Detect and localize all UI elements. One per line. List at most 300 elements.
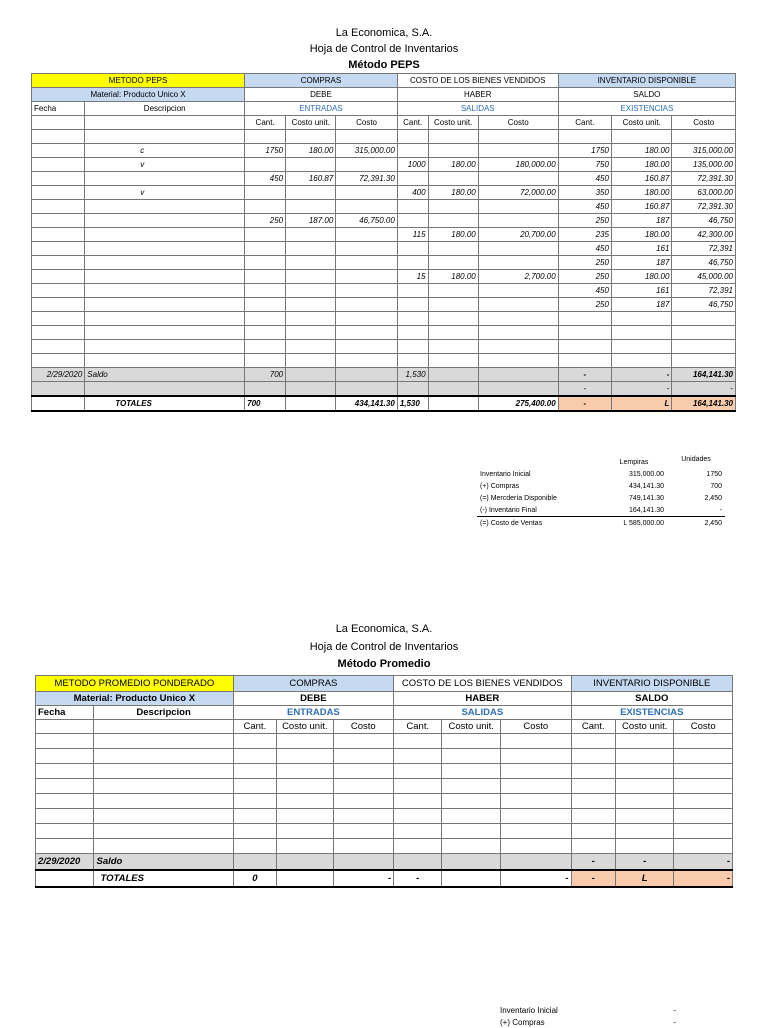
table-row bbox=[32, 326, 736, 340]
value-cell bbox=[428, 340, 478, 354]
value-cell bbox=[286, 340, 336, 354]
value-cell bbox=[397, 214, 428, 228]
summary-value: - bbox=[673, 1017, 676, 1027]
col-header: Costo unit. bbox=[611, 116, 671, 130]
summary-row bbox=[477, 492, 725, 504]
value-cell bbox=[286, 228, 336, 242]
description-cell bbox=[85, 172, 245, 186]
value-cell bbox=[428, 172, 478, 186]
value-cell bbox=[286, 186, 336, 200]
summary-value: 1750 bbox=[706, 470, 722, 478]
value-cell: 72,391 bbox=[672, 284, 736, 298]
summary-row bbox=[497, 1016, 679, 1028]
description-cell: c bbox=[85, 144, 245, 158]
value-cell: 750 bbox=[558, 158, 611, 172]
empty-cell bbox=[442, 764, 500, 779]
value-cell bbox=[336, 242, 398, 256]
col-header: Costo unit. bbox=[442, 720, 500, 734]
value-cell bbox=[397, 284, 428, 298]
totales-cell-2: - bbox=[500, 870, 571, 887]
empty-cell bbox=[277, 839, 333, 854]
value-cell bbox=[336, 312, 398, 326]
inventario-disponible-header-2: INVENTARIO DISPONIBLE bbox=[571, 676, 732, 692]
value-cell: 180.00 bbox=[428, 186, 478, 200]
empty-cell bbox=[36, 779, 94, 794]
empty-cell bbox=[571, 764, 615, 779]
empty-cell bbox=[233, 824, 276, 839]
summary-value: 749,141.30 bbox=[628, 494, 664, 502]
empty-cell bbox=[94, 779, 233, 794]
empty-cell bbox=[674, 764, 733, 779]
peps-summary bbox=[477, 456, 725, 529]
table-row bbox=[36, 809, 733, 824]
totales-label: TOTALES bbox=[85, 396, 245, 411]
saldo-row bbox=[32, 368, 736, 382]
empty-cell bbox=[442, 749, 500, 764]
date-cell bbox=[32, 340, 85, 354]
description-cell bbox=[85, 284, 245, 298]
empty-cell bbox=[277, 794, 333, 809]
saldo-cell bbox=[428, 368, 478, 382]
debe-header: DEBE bbox=[245, 88, 398, 102]
col-header: Cant. bbox=[571, 720, 615, 734]
saldo-cell: 164,141.30 bbox=[672, 368, 736, 382]
value-cell bbox=[245, 186, 286, 200]
description-cell bbox=[85, 312, 245, 326]
value-cell: 450 bbox=[558, 242, 611, 256]
empty-cell bbox=[36, 749, 94, 764]
summary-row bbox=[497, 1004, 679, 1016]
material-label: Material: Producto Unico X bbox=[32, 88, 245, 102]
value-cell: 180.00 bbox=[428, 270, 478, 284]
summary-label: Inventario Inicial bbox=[480, 470, 531, 478]
col-header: Costo unit. bbox=[286, 116, 336, 130]
value-cell: 63,000.00 bbox=[672, 186, 736, 200]
table-row bbox=[36, 764, 733, 779]
value-cell: 42,300.00 bbox=[672, 228, 736, 242]
empty-cell bbox=[94, 839, 233, 854]
summary-label: (=) Costo de Ventas bbox=[477, 517, 601, 530]
value-cell bbox=[245, 340, 286, 354]
table-row bbox=[36, 794, 733, 809]
totales-row-2 bbox=[36, 870, 733, 887]
empty-cell bbox=[571, 749, 615, 764]
empty-cell bbox=[233, 794, 276, 809]
value-cell bbox=[428, 354, 478, 368]
col-header: Cant. bbox=[245, 116, 286, 130]
value-cell bbox=[428, 130, 478, 144]
empty-cell bbox=[571, 794, 615, 809]
empty-cell bbox=[233, 749, 276, 764]
summary-label: (-) Inventario Final bbox=[480, 506, 537, 514]
value-cell: 450 bbox=[558, 200, 611, 214]
value-cell bbox=[611, 312, 671, 326]
value-cell: 160.87 bbox=[611, 172, 671, 186]
value-cell bbox=[245, 200, 286, 214]
empty-cell bbox=[36, 734, 94, 749]
date-cell bbox=[32, 242, 85, 256]
fecha-header: Fecha bbox=[32, 102, 85, 116]
empty-cell bbox=[442, 779, 500, 794]
value-cell bbox=[245, 354, 286, 368]
value-cell bbox=[611, 130, 671, 144]
table-row bbox=[32, 186, 736, 200]
value-cell bbox=[478, 340, 558, 354]
date-cell bbox=[32, 256, 85, 270]
value-cell: 450 bbox=[558, 284, 611, 298]
promedio-inventory-table bbox=[35, 675, 733, 888]
description-cell bbox=[85, 242, 245, 256]
col-header: Costo unit. bbox=[428, 116, 478, 130]
empty-cell bbox=[36, 809, 94, 824]
table-row bbox=[32, 256, 736, 270]
description-cell: v bbox=[85, 158, 245, 172]
value-cell bbox=[397, 172, 428, 186]
table-row bbox=[32, 354, 736, 368]
date-cell bbox=[32, 214, 85, 228]
empty-cell bbox=[571, 824, 615, 839]
date-cell bbox=[32, 298, 85, 312]
table-row bbox=[32, 228, 736, 242]
value-cell bbox=[336, 284, 398, 298]
empty-cell bbox=[674, 779, 733, 794]
value-cell: 350 bbox=[558, 186, 611, 200]
summary-value: 700 bbox=[710, 482, 722, 490]
value-cell bbox=[672, 340, 736, 354]
value-cell bbox=[336, 340, 398, 354]
summary-value: 434,141.30 bbox=[628, 482, 664, 490]
value-cell bbox=[428, 312, 478, 326]
value-cell bbox=[286, 158, 336, 172]
empty-cell bbox=[394, 749, 442, 764]
dash-cell: - bbox=[558, 382, 611, 397]
empty-cell bbox=[674, 809, 733, 824]
description-cell bbox=[85, 256, 245, 270]
empty-cell bbox=[233, 764, 276, 779]
saldo-cell bbox=[336, 368, 398, 382]
salidas-header: SALIDAS bbox=[397, 102, 558, 116]
empty-cell bbox=[674, 839, 733, 854]
value-cell bbox=[672, 312, 736, 326]
saldo-label-2: Saldo bbox=[94, 854, 233, 871]
saldo-header: SALDO bbox=[558, 88, 735, 102]
empty-cell bbox=[277, 779, 333, 794]
table-row bbox=[32, 130, 736, 144]
value-cell bbox=[611, 326, 671, 340]
empty-cell bbox=[615, 794, 673, 809]
empty-cell bbox=[615, 764, 673, 779]
value-cell: 72,000.00 bbox=[478, 186, 558, 200]
value-cell bbox=[478, 312, 558, 326]
value-cell bbox=[478, 214, 558, 228]
table-row bbox=[32, 214, 736, 228]
table-row bbox=[36, 779, 733, 794]
summary-value: 164,141.30 bbox=[628, 506, 664, 514]
date-cell bbox=[32, 158, 85, 172]
description-cell bbox=[85, 270, 245, 284]
description-cell bbox=[85, 228, 245, 242]
haber-header-2: HABER bbox=[394, 692, 571, 706]
value-cell: 235 bbox=[558, 228, 611, 242]
saldo-row-2 bbox=[36, 854, 733, 871]
empty-cell bbox=[615, 809, 673, 824]
empty-cell bbox=[500, 779, 571, 794]
totales-cell: L bbox=[611, 396, 671, 411]
value-cell bbox=[611, 354, 671, 368]
value-cell bbox=[336, 326, 398, 340]
value-cell bbox=[478, 326, 558, 340]
empty-cell bbox=[674, 749, 733, 764]
value-cell: 450 bbox=[245, 172, 286, 186]
value-cell bbox=[286, 284, 336, 298]
value-cell bbox=[397, 340, 428, 354]
value-cell bbox=[611, 340, 671, 354]
col-header: Cant. bbox=[397, 116, 428, 130]
value-cell: 180.00 bbox=[428, 158, 478, 172]
empty-cell bbox=[442, 824, 500, 839]
value-cell: 250 bbox=[558, 214, 611, 228]
value-cell: 160.87 bbox=[611, 200, 671, 214]
value-cell bbox=[478, 284, 558, 298]
entradas-header-2: ENTRADAS bbox=[233, 706, 393, 720]
saldo-cell-2: - bbox=[615, 854, 673, 871]
date-cell bbox=[32, 354, 85, 368]
value-cell: 1750 bbox=[245, 144, 286, 158]
date-cell bbox=[32, 326, 85, 340]
empty-cell bbox=[394, 794, 442, 809]
date-cell bbox=[32, 284, 85, 298]
table-row bbox=[32, 144, 736, 158]
saldo-cell: - bbox=[611, 368, 671, 382]
empty-cell bbox=[674, 824, 733, 839]
empty-cell bbox=[442, 734, 500, 749]
col-header: Costo bbox=[500, 720, 571, 734]
empty-cell bbox=[500, 824, 571, 839]
empty-cell bbox=[333, 734, 394, 749]
value-cell bbox=[672, 326, 736, 340]
fecha-header-2: Fecha bbox=[36, 706, 94, 720]
empty-cell bbox=[500, 764, 571, 779]
dash-cell: - bbox=[611, 382, 671, 397]
empty-cell bbox=[94, 809, 233, 824]
summary-row bbox=[477, 480, 725, 492]
value-cell bbox=[286, 200, 336, 214]
descripcion-header: Descripcion bbox=[85, 102, 245, 116]
summary-label: (+) Compras bbox=[480, 482, 520, 490]
value-cell: 46,750 bbox=[672, 256, 736, 270]
summary-value: L 585,000.00 bbox=[601, 517, 667, 530]
empty-cell bbox=[333, 809, 394, 824]
table-row bbox=[32, 284, 736, 298]
value-cell: 161 bbox=[611, 284, 671, 298]
value-cell bbox=[336, 228, 398, 242]
value-cell bbox=[336, 200, 398, 214]
method-label-2: METODO PROMEDIO PONDERADO bbox=[36, 676, 234, 692]
empty-cell bbox=[333, 779, 394, 794]
table-row bbox=[36, 839, 733, 854]
empty-cell bbox=[94, 794, 233, 809]
col-header: Costo bbox=[336, 116, 398, 130]
value-cell bbox=[397, 200, 428, 214]
empty-cell bbox=[333, 839, 394, 854]
value-cell: 45,000.00 bbox=[672, 270, 736, 284]
value-cell bbox=[558, 312, 611, 326]
value-cell bbox=[286, 242, 336, 256]
dash-cell: - bbox=[672, 382, 736, 397]
value-cell bbox=[286, 312, 336, 326]
empty-cell bbox=[571, 809, 615, 824]
value-cell bbox=[245, 298, 286, 312]
value-cell: 180.00 bbox=[611, 158, 671, 172]
value-cell: 180.00 bbox=[428, 228, 478, 242]
value-cell bbox=[336, 256, 398, 270]
summary-label: (+) Compras bbox=[500, 1017, 545, 1027]
value-cell: 15 bbox=[397, 270, 428, 284]
empty-cell bbox=[615, 839, 673, 854]
totales-cell: 434,141.30 bbox=[336, 396, 398, 411]
value-cell bbox=[478, 298, 558, 312]
value-cell bbox=[428, 242, 478, 256]
value-cell bbox=[286, 270, 336, 284]
totales-cell-2: - bbox=[571, 870, 615, 887]
empty-cell bbox=[333, 794, 394, 809]
summary-value: - bbox=[673, 1005, 676, 1015]
value-cell: 315,000.00 bbox=[336, 144, 398, 158]
value-cell bbox=[286, 298, 336, 312]
value-cell bbox=[672, 354, 736, 368]
empty-cell bbox=[674, 794, 733, 809]
col-header: Cant. bbox=[233, 720, 276, 734]
summary-row bbox=[477, 504, 725, 517]
empty-cell bbox=[615, 824, 673, 839]
value-cell: 46,750 bbox=[672, 298, 736, 312]
saldo-cell: - bbox=[558, 368, 611, 382]
debe-header-2: DEBE bbox=[233, 692, 393, 706]
existencias-header: EXISTENCIAS bbox=[558, 102, 735, 116]
col-header: Costo bbox=[674, 720, 733, 734]
empty-cell bbox=[442, 839, 500, 854]
value-cell: 20,700.00 bbox=[478, 228, 558, 242]
empty-cell bbox=[333, 749, 394, 764]
summary-value: 2,450 bbox=[704, 494, 722, 502]
col-header: Cant. bbox=[558, 116, 611, 130]
value-cell bbox=[286, 256, 336, 270]
salidas-header-2: SALIDAS bbox=[394, 706, 571, 720]
value-cell bbox=[428, 200, 478, 214]
value-cell bbox=[245, 284, 286, 298]
empty-cell bbox=[36, 764, 94, 779]
value-cell: 180.00 bbox=[611, 228, 671, 242]
value-cell: 187 bbox=[611, 256, 671, 270]
date-cell bbox=[32, 186, 85, 200]
empty-cell bbox=[233, 809, 276, 824]
table-row bbox=[32, 242, 736, 256]
saldo-cell: 1,530 bbox=[397, 368, 428, 382]
summary-row bbox=[477, 468, 725, 480]
table-row bbox=[36, 749, 733, 764]
compras-header-2: COMPRAS bbox=[233, 676, 393, 692]
date-cell bbox=[32, 200, 85, 214]
saldo-cell-2: - bbox=[674, 854, 733, 871]
description-cell bbox=[85, 340, 245, 354]
table-row bbox=[36, 824, 733, 839]
empty-cell bbox=[394, 839, 442, 854]
value-cell: 2,700.00 bbox=[478, 270, 558, 284]
description-cell bbox=[85, 130, 245, 144]
empty-cell bbox=[94, 734, 233, 749]
value-cell bbox=[286, 354, 336, 368]
table-row bbox=[32, 158, 736, 172]
value-cell: 72,391.30 bbox=[672, 172, 736, 186]
value-cell bbox=[245, 312, 286, 326]
costo-bienes-header: COSTO DE LOS BIENES VENDIDOS bbox=[397, 74, 558, 88]
totales-cell: 164,141.30 bbox=[672, 396, 736, 411]
value-cell bbox=[478, 242, 558, 256]
empty-cell bbox=[571, 839, 615, 854]
empty-cell bbox=[233, 839, 276, 854]
value-cell bbox=[336, 130, 398, 144]
company-name: La Economica, S.A. bbox=[335, 27, 433, 39]
value-cell bbox=[397, 312, 428, 326]
date-cell bbox=[32, 144, 85, 158]
value-cell bbox=[478, 130, 558, 144]
value-cell bbox=[397, 144, 428, 158]
entradas-header: ENTRADAS bbox=[245, 102, 398, 116]
method-title: Método PEPS bbox=[348, 59, 420, 71]
value-cell: 400 bbox=[397, 186, 428, 200]
empty-cell bbox=[94, 764, 233, 779]
value-cell: 187 bbox=[611, 214, 671, 228]
empty-cell bbox=[277, 734, 333, 749]
totales-cell: 1,530 bbox=[397, 396, 428, 411]
empty-cell bbox=[500, 734, 571, 749]
empty-cell bbox=[674, 734, 733, 749]
material-label-2: Material: Producto Unico X bbox=[36, 692, 234, 706]
totales-label-2: TOTALES bbox=[94, 870, 233, 887]
dash-row bbox=[32, 382, 736, 397]
value-cell: 180.00 bbox=[611, 186, 671, 200]
saldo-cell-2: - bbox=[571, 854, 615, 871]
description-cell bbox=[85, 326, 245, 340]
company-name-2: La Economica, S.A. bbox=[335, 623, 433, 635]
empty-cell bbox=[277, 824, 333, 839]
value-cell bbox=[336, 158, 398, 172]
empty-cell bbox=[394, 809, 442, 824]
value-cell bbox=[558, 326, 611, 340]
totales-cell-2: 0 bbox=[233, 870, 276, 887]
date-cell bbox=[32, 172, 85, 186]
summary-label: (=) Mercdería Disponible bbox=[480, 494, 557, 502]
empty-cell bbox=[277, 749, 333, 764]
empty-cell bbox=[615, 779, 673, 794]
table-row bbox=[36, 734, 733, 749]
totales-cell-2: - bbox=[674, 870, 733, 887]
peps-inventory-table bbox=[31, 73, 736, 412]
empty-cell bbox=[500, 749, 571, 764]
value-cell bbox=[558, 340, 611, 354]
value-cell: 187 bbox=[611, 298, 671, 312]
value-cell bbox=[397, 256, 428, 270]
empty-cell bbox=[615, 749, 673, 764]
date-cell bbox=[32, 130, 85, 144]
totales-cell-2: L bbox=[615, 870, 673, 887]
empty-cell bbox=[277, 764, 333, 779]
value-cell: 160.87 bbox=[286, 172, 336, 186]
table-row bbox=[32, 270, 736, 284]
value-cell bbox=[478, 200, 558, 214]
value-cell: 250 bbox=[245, 214, 286, 228]
date-cell bbox=[32, 312, 85, 326]
